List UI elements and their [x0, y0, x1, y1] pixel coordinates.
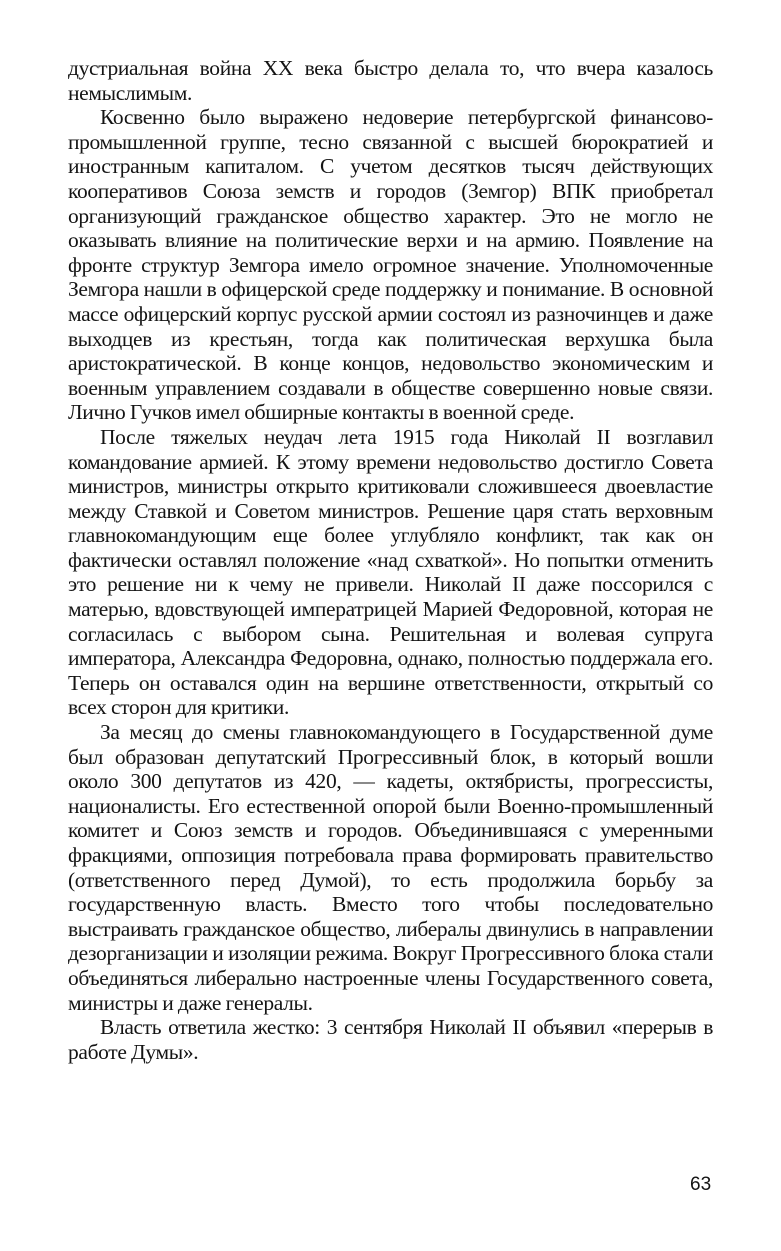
- page-body: [68, 56, 713, 1064]
- paragraph: После тяжелых неудач лета 1915 года Николай II возглавил командование армией. К этому времени недовольство достигло Совета министров, министры открыто критиковали сложившееся двоевластие между Ставкой и Советом министров. Решение царя стать верховным главнокомандующим еще более углубляло конфликт, так как он фактически оставлял положение «над схваткой». Но попытки отменить это решение ни к чему не привели. Николай II даже поссорился с матерью, вдовствующей императрицей Марией Федоровной, которая не согласилась с выбором сына. Решительная и волевая супруга императора, Александра Федоровна, однако, полностью поддержала его. Теперь он оставался один на вершине ответственности, открытый со всех сторон для критики.: [68, 424, 713, 720]
- paragraph-continued: дустриальная война XX века быстро делала то, что вчера казалось немыслимым.: [68, 56, 713, 105]
- page-number: 63: [690, 1174, 712, 1195]
- paragraph: Косвенно было выражено недоверие петербургской финансово-промышленной группе, тесно связанной с высшей бюрократией и иностранным капиталом. С учетом десятков тысяч действующих кооперативов Союза земств и городов (Земгор) ВПК приобретал организующий гражданское общество характер. Это не могло не оказывать влияние на политические верхи и на армию. Появление на фронте структур Земгора имело огромное значение. Уполномоченные Земгора нашли в офицерской среде поддержку и понимание. В основной массе офицерский корпус русской армии состоял из разночинцев и даже выходцев из крестьян, тогда как политическая верхушка была аристократической. В конце концов, недовольство экономическим и военным управлением создавали в обществе совершенно новые связи. Лично Гучков имел обширные контакты в военной среде.: [68, 105, 713, 425]
- paragraph: За месяц до смены главнокомандующего в Государственной думе был образован депутатский Прогрессивный блок, в который вошли около 300 депутатов из 420, — кадеты, октябристы, прогрессисты, националисты. Его естественной опорой были Военно-промышленный комитет и Союз земств и городов. Объединившаяся с умеренными фракциями, оппозиция потребовала права формировать правительство (ответственного перед Думой), то есть продолжила борьбу за государственную власть. Вместо того чтобы последовательно выстраивать гражданское общество, либералы двинулись в направлении дезорганизации и изоляции режима. Вокруг Прогрессивного блока стали объединяться либерально настроенные члены Государственного совета, министры и даже генералы.: [68, 720, 713, 1015]
- paragraph: Власть ответила жестко: 3 сентября Николай II объявил «перерыв в работе Думы».: [68, 1015, 713, 1064]
